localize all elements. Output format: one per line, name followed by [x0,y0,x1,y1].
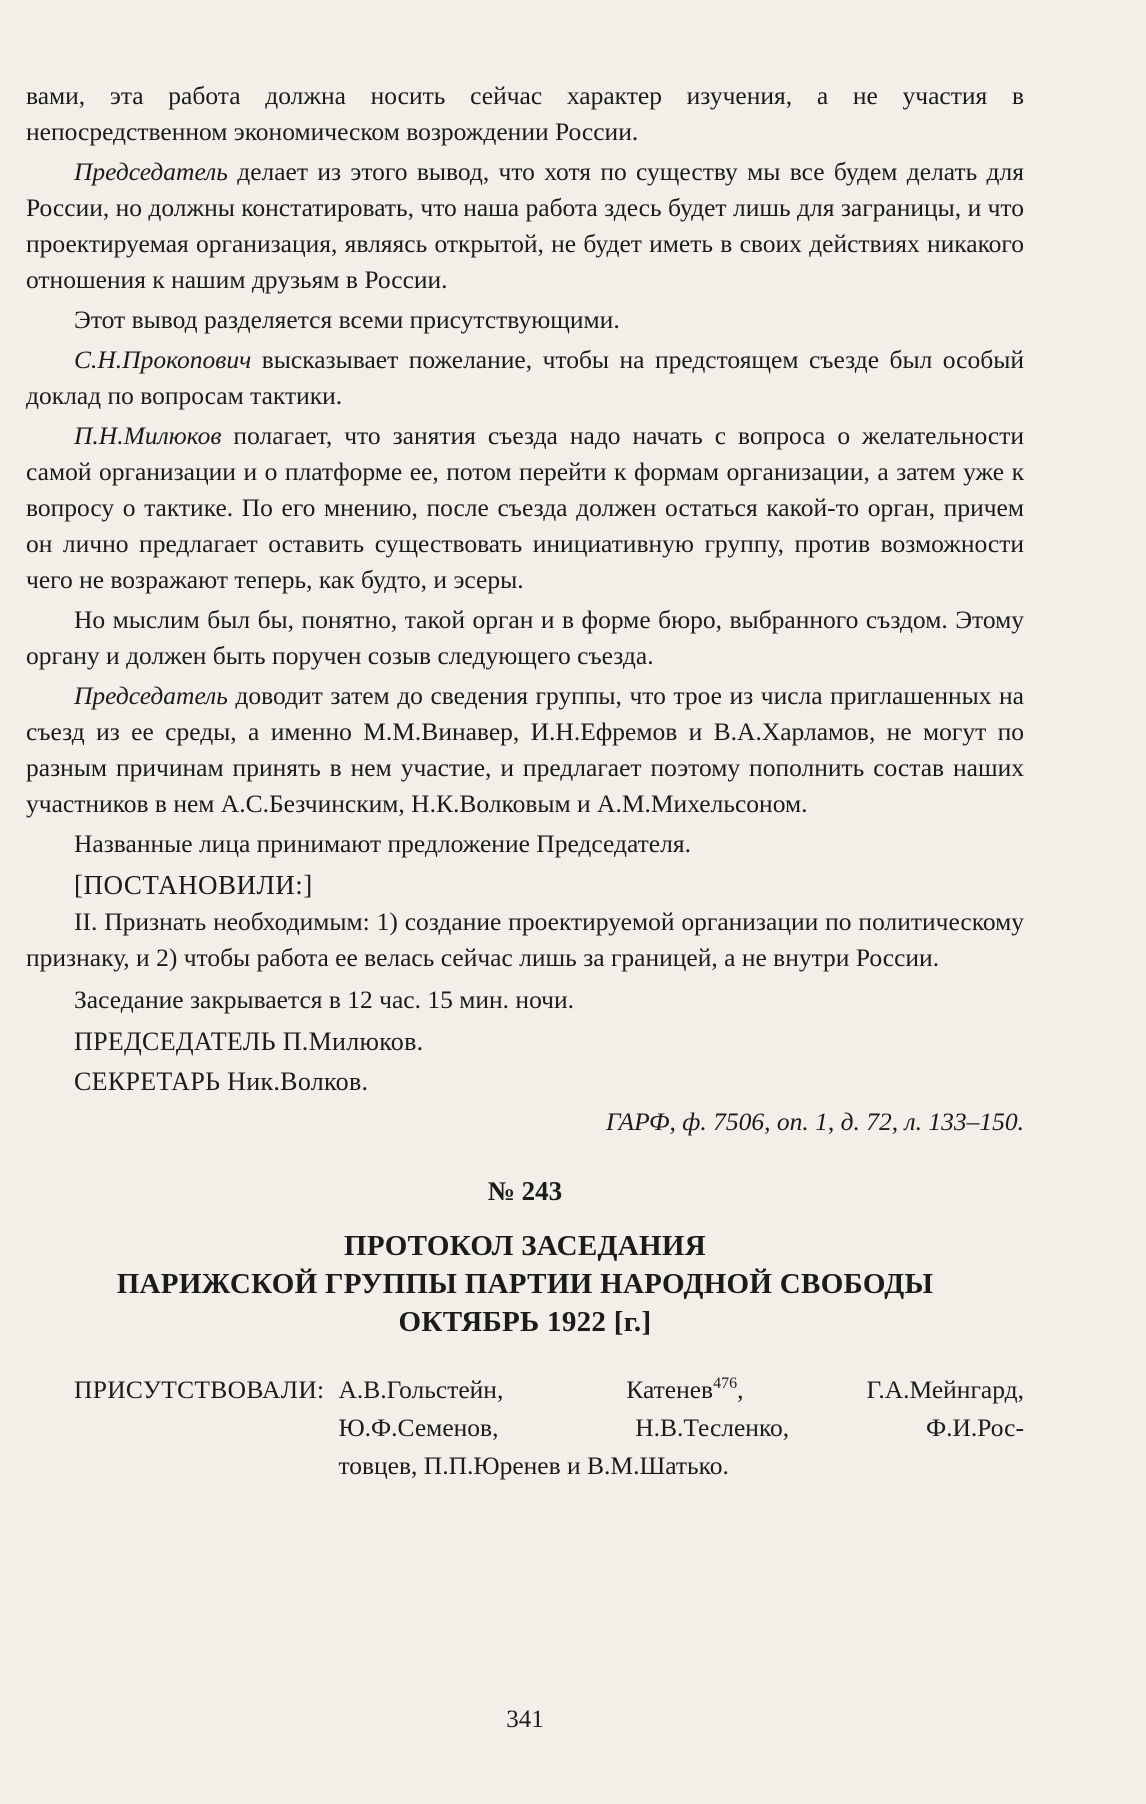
attendees-label: ПРИСУТСТВОВАЛИ: [74,1375,325,1404]
paragraph-resolution: II. Признать необходимым: 1) создание проектируемой организации по политическому признаку, и 2) чтобы работа ее велась сейчас лишь за границей, а не внутри России. [26,907,1024,972]
document-number: № 243 [487,1176,563,1206]
attendees-block [26,1371,1024,1485]
paragraph-chairman-conclusion [26,154,1024,298]
attendees-text: , Г.А.Мейнгард, [737,1375,1024,1404]
attendees-line-1 [338,1371,1024,1409]
chairman-signature: ПРЕДСЕДАТЕЛЬ П.Милюков. [74,1027,424,1056]
paragraph-prokopovich [26,342,1024,414]
footnote-ref: 476 [713,1375,738,1392]
paragraph-milyukov [26,418,1024,598]
archive-source: ГАРФ, ф. 7506, оп. 1, д. 72, л. 133–150. [605,1107,1024,1136]
speaker-name: Председатель [74,681,228,710]
paragraph-continuation: вами, эта работа должна носить сейчас характер изучения, а не участия в непосредственном экономическом возрождении России. [26,81,1024,146]
speaker-name: С.Н.Прокопович [74,345,252,374]
document-title [26,1227,1024,1341]
decree-heading: [ПОСТАНОВИЛИ:] [74,870,313,900]
paragraph-text: доводит затем до сведения группы, что трое из числа приглашенных на съезд из ее среды, а именно М.М.Винавер, И.Н.Ефремов и В.А.Харламов, не могут по разным причинам принять в нем участие, и предлагает поэтому пополнить состав наших участников в нем А.С.Безчинским, Н.К.Волковым и А.М.Михельсоном. [26,681,1024,818]
paragraph-bureau: Но мыслим был бы, понятно, такой орган и в форме бюро, выбранного създом. Этому органу и должен быть поручен созыв следующего съезда. [26,605,1024,670]
title-line-3: ОКТЯБРЬ 1922 [г.] [398,1306,652,1338]
paragraph-text: высказывает пожелание, чтобы на предстоящем съезде был особый доклад по вопросам тактики. [26,345,1024,410]
attendees-list [324,1371,1024,1485]
page-number: 341 [506,1706,544,1733]
title-line-1: ПРОТОКОЛ ЗАСЕДАНИЯ [344,1230,706,1262]
attendees-line-2: Ю.Ф.Семенов, Н.В.Тесленко, Ф.И.Рос- [338,1413,1024,1442]
attendees-text: А.В.Гольстейн, Катенев [338,1375,714,1404]
paragraph-text: полагает, что занятия съезда надо начать с вопроса о желательности самой организации и о платформе ее, потом перейти к формам организации, а затем уже к вопросу о тактике. По его мнению, после съезда должен остаться какой-то орган, причем он лично предлагает оставить существовать инициативную группу, против возможности чего не возражают теперь, как будто, и эсеры. [26,421,1024,594]
paragraph-accept: Названные лица принимают предложение Председателя. [74,829,691,858]
paragraph-chairman-invitees [26,678,1024,822]
paragraph-agreement: Этот вывод разделяется всеми присутствующими. [74,305,620,334]
paragraph-text: делает из этого вывод, что хотя по существу мы все будем делать для России, но должны констатировать, что наша работа здесь будет лишь для заграницы, и что проектируемая организация, являясь открытой, не будет иметь в своих действиях никакого отношения к нашим друзьям в России. [26,157,1024,294]
secretary-signature: СЕКРЕТАРЬ Ник.Волков. [74,1067,369,1096]
paragraph-closing: Заседание закрывается в 12 час. 15 мин. ночи. [74,985,575,1014]
speaker-name: П.Н.Милюков [74,421,222,450]
speaker-name: Председатель [74,157,228,186]
title-line-2: ПАРИЖСКОЙ ГРУППЫ ПАРТИИ НАРОДНОЙ СВОБОДЫ [116,1268,934,1300]
attendees-line-3: товцев, П.П.Юренев и В.М.Шатько. [338,1451,729,1480]
